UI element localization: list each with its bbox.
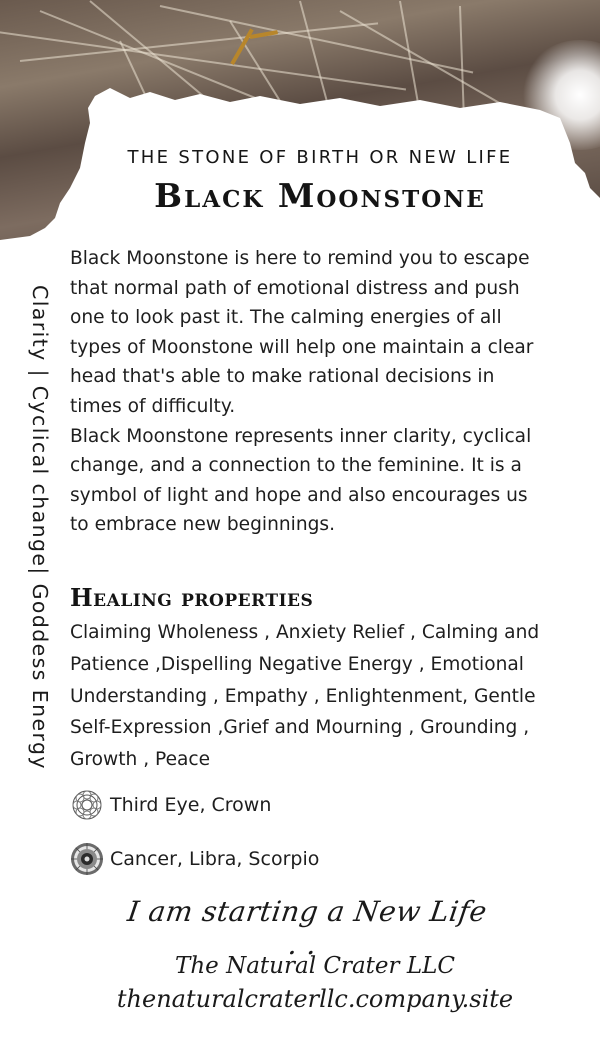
chakra-row xyxy=(70,788,271,822)
description xyxy=(70,244,550,540)
description-paragraph-1: Black Moonstone is here to remind you to escape that normal path of emotional distress and push one to look past it. The calming energies of all types of Moonstone will help one maintain a clear head that's able to make rational decisions in times of difficulty. xyxy=(70,248,534,417)
chakra-text: Third Eye, Crown xyxy=(110,794,272,816)
zodiac-row xyxy=(70,842,319,876)
signature-quote: I am starting a New Life . . xyxy=(125,895,490,961)
zodiac-text: Cancer, Libra, Scorpio xyxy=(110,848,320,870)
page-title: Black Moonstone xyxy=(154,176,486,215)
healing-heading: Healing properties xyxy=(70,583,314,612)
company-name: The Natural Crater LLC xyxy=(175,953,455,979)
banner-subtitle: THE STONE OF BIRTH OR NEW LIFE xyxy=(127,147,513,168)
website-url: thenaturalcraterllc.company.site xyxy=(116,985,514,1013)
zodiac-wheel-icon xyxy=(70,842,104,876)
mandala-icon xyxy=(70,788,104,822)
healing-list: Claiming Wholeness , Anxiety Relief , Calming and Patience ,Dispelling Negative Energy , Emotional Understanding , Empathy , Enlightenment, Gentle Self-Expression ,Grief and Mourning , Grounding , Growth , Peace xyxy=(70,622,540,771)
side-keywords xyxy=(20,285,60,875)
side-keywords-text: Clarity | Cyclical change| Goddess Energy xyxy=(28,285,52,770)
description-paragraph-2: Black Moonstone represents inner clarity, cyclical change, and a connection to the feminine. It is a symbol of light and hope and also encourages us to embrace new beginnings. xyxy=(70,425,532,536)
torn-paper-banner xyxy=(0,88,600,258)
